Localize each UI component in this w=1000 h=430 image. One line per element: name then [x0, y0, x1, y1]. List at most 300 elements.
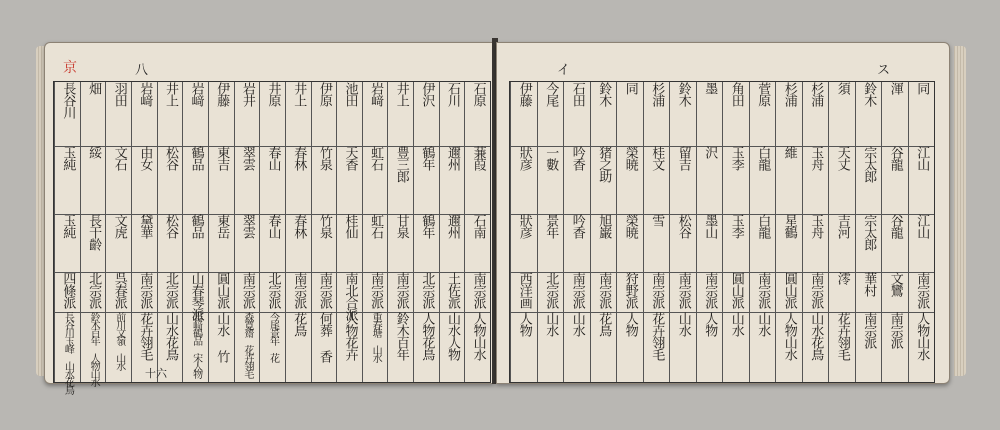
- entry-text: 人物山水: [781, 312, 797, 360]
- entry-text: 人物山水: [470, 312, 486, 360]
- entry-text: 山水 竹: [214, 312, 230, 362]
- entry-field-2: [511, 146, 537, 214]
- entry-field-2: [617, 146, 643, 214]
- entry-text: 杉浦: [781, 82, 797, 106]
- entry-field-3: [312, 214, 337, 272]
- entry-field-4: [591, 272, 617, 312]
- entry-field-2: [388, 146, 413, 214]
- register-entry: [669, 82, 696, 382]
- register-entry: [908, 82, 935, 382]
- entry-field-5: [776, 312, 802, 382]
- entry-text: 同: [622, 82, 638, 94]
- entry-text: 豊三郎: [393, 146, 409, 182]
- entry-text: 鶴年: [419, 146, 435, 170]
- entry-field-4: [183, 272, 208, 320]
- entry-field-1: [81, 82, 106, 146]
- entry-field-4: [644, 272, 670, 312]
- entry-text: 岩﨑鶴品 宋人物: [190, 312, 202, 377]
- entry-field-3: [617, 214, 643, 272]
- entry-field-2: [312, 146, 337, 214]
- entry-field-2: [132, 146, 157, 214]
- entry-text: 森寛齋 花卉翎毛: [241, 312, 253, 377]
- entry-field-1: [909, 82, 935, 146]
- entry-field-2: [564, 146, 590, 214]
- entry-text: 長谷川玉峰 山水花鳥: [62, 312, 74, 393]
- entry-text: 南宗派: [470, 272, 486, 308]
- entry-text: 旭巌: [596, 214, 612, 238]
- register-entry: [616, 82, 643, 382]
- entry-text: 南宗派: [675, 272, 691, 308]
- entry-field-4: [670, 272, 696, 312]
- entry-text: 榮暁: [622, 146, 638, 170]
- entry-text: 人物: [516, 312, 532, 336]
- entry-field-1: [511, 82, 537, 146]
- entry-field-2: [644, 146, 670, 214]
- entry-field-1: [856, 82, 882, 146]
- entry-text: 江山: [914, 146, 930, 170]
- register-entry: [157, 82, 183, 382]
- entry-text: 伊藤: [214, 82, 230, 106]
- entry-text: 虹石: [368, 146, 384, 170]
- entry-field-2: [538, 146, 564, 214]
- entry-text: 石原: [470, 82, 486, 106]
- entry-text: 蒹葭: [470, 146, 486, 170]
- entry-text: 今尾: [543, 82, 559, 106]
- entry-field-1: [158, 82, 183, 146]
- entry-text: 榮暁: [622, 214, 638, 238]
- entry-field-2: [776, 146, 802, 214]
- entry-text: 南宗派: [239, 272, 255, 308]
- entry-field-5: [388, 312, 413, 382]
- entry-field-1: [235, 82, 260, 146]
- entry-text: 重春塘 山水: [370, 312, 382, 361]
- entry-text: 花卉翎毛: [649, 312, 665, 360]
- entry-field-2: [829, 146, 855, 214]
- entry-text: 土佐派: [445, 272, 461, 308]
- entry-text: 虹石: [368, 214, 384, 238]
- entry-field-5: [644, 312, 670, 382]
- entry-field-5: [55, 312, 80, 393]
- entry-field-5: [260, 312, 285, 382]
- entry-field-3: [564, 214, 590, 272]
- entry-field-4: [465, 272, 490, 312]
- entry-text: 鶴年: [419, 214, 435, 238]
- entry-field-4: [909, 272, 935, 312]
- entry-text: 井上: [162, 82, 178, 106]
- entry-field-4: [260, 272, 285, 312]
- entry-field-3: [132, 214, 157, 272]
- entry-field-5: [440, 312, 465, 382]
- entry-field-3: [286, 214, 311, 272]
- entry-text: 山水: [755, 312, 771, 336]
- entry-field-3: [235, 214, 260, 272]
- entry-text: 春山: [265, 146, 281, 170]
- register-entry: [413, 82, 439, 382]
- register-entry: [387, 82, 413, 382]
- entry-text: 桂文: [649, 146, 665, 170]
- entry-field-5: [591, 312, 617, 382]
- entry-field-5: [564, 312, 590, 382]
- entry-field-5: [829, 312, 855, 382]
- right-page: [496, 42, 950, 384]
- entry-field-3: [776, 214, 802, 272]
- entry-field-1: [882, 82, 908, 146]
- entry-text: 菅原: [755, 82, 771, 106]
- entry-field-4: [209, 272, 234, 312]
- entry-field-3: [209, 214, 234, 272]
- entry-text: 岩﨑: [368, 82, 384, 106]
- entry-text: 南宗派: [861, 312, 877, 348]
- entry-field-1: [723, 82, 749, 146]
- entry-text: 南宗派: [649, 272, 665, 308]
- entry-field-2: [260, 146, 285, 214]
- entry-field-1: [414, 82, 439, 146]
- entry-text: 澪: [834, 272, 850, 284]
- entry-text: 鈴木: [861, 82, 877, 106]
- register-entry: [802, 82, 829, 382]
- register-entry: [696, 82, 723, 382]
- entry-field-5: [670, 312, 696, 382]
- entry-text: 狀彦: [516, 146, 532, 170]
- entry-field-4: [388, 272, 413, 312]
- entry-text: 南宗派: [393, 272, 409, 308]
- entry-text: 鈴木: [675, 82, 691, 106]
- entry-field-3: [591, 214, 617, 272]
- entry-text: 山水: [675, 312, 691, 336]
- entry-field-3: [81, 214, 106, 272]
- register-entry: [105, 82, 131, 382]
- entry-field-5: [538, 312, 564, 382]
- entry-text: 圓山派: [214, 272, 230, 308]
- entry-text: 圓山派: [728, 272, 744, 308]
- entry-text: 井上: [291, 82, 307, 106]
- entry-text: 長谷川: [60, 82, 76, 118]
- entry-field-4: [337, 272, 362, 320]
- entry-text: 北宗派: [86, 272, 102, 308]
- entry-text: 邇州: [445, 146, 461, 170]
- page-edges-right: [954, 46, 966, 376]
- entry-text: 井原: [265, 82, 281, 106]
- entry-field-5: [511, 312, 537, 382]
- entry-text: 山春琴派: [188, 272, 204, 320]
- register-entry: [881, 82, 908, 382]
- entry-text: 南宗派: [702, 272, 718, 308]
- entry-field-4: [235, 272, 260, 312]
- entry-text: 伊原: [316, 82, 332, 106]
- entry-field-4: [440, 272, 465, 312]
- entry-text: 北宗派: [265, 272, 281, 308]
- entry-field-3: [538, 214, 564, 272]
- register-entry: [80, 82, 106, 385]
- entry-field-1: [591, 82, 617, 146]
- entry-field-5: [856, 312, 882, 382]
- entry-field-2: [414, 146, 439, 214]
- entry-field-1: [55, 82, 80, 146]
- entry-field-5: [286, 312, 311, 382]
- entry-text: 山水花鳥: [162, 312, 178, 360]
- entry-text: 石南: [470, 214, 486, 238]
- entry-field-3: [55, 214, 80, 272]
- entry-field-2: [337, 146, 362, 214]
- entry-text: 池田: [342, 82, 358, 106]
- entry-text: 玉李: [728, 214, 744, 238]
- entry-text: 羽田: [111, 82, 127, 106]
- entry-field-1: [209, 82, 234, 146]
- entry-text: 花鳥: [291, 312, 307, 336]
- entry-text: 岩﨑: [188, 82, 204, 106]
- entry-text: 黛華: [137, 214, 153, 238]
- entry-text: 春山: [265, 214, 281, 238]
- entry-text: 今尾景年 花: [267, 312, 279, 361]
- entry-text: 山水: [569, 312, 585, 336]
- entry-field-4: [564, 272, 590, 312]
- entry-field-4: [803, 272, 829, 312]
- entry-field-3: [644, 214, 670, 272]
- register-entry: [336, 82, 362, 382]
- entry-text: 白龍: [755, 214, 771, 238]
- entry-text: 南宗派: [368, 272, 384, 308]
- entry-text: 畑: [86, 82, 102, 94]
- entry-field-3: [337, 214, 362, 272]
- entry-text: 人物: [622, 312, 638, 336]
- entry-field-1: [776, 82, 802, 146]
- entry-field-5: [465, 312, 490, 382]
- register-entry: [464, 82, 490, 382]
- entry-text: 邇州: [445, 214, 461, 238]
- entry-text: 天香: [342, 146, 358, 170]
- register-entry: [563, 82, 590, 382]
- entry-text: 角田: [728, 82, 744, 106]
- entry-field-5: [337, 312, 362, 382]
- entry-field-1: [388, 82, 413, 146]
- entry-field-4: [856, 272, 882, 312]
- entry-field-3: [670, 214, 696, 272]
- entry-text: 吟香: [569, 214, 585, 238]
- entry-field-5: [363, 312, 388, 382]
- entry-field-4: [776, 272, 802, 312]
- entry-field-1: [564, 82, 590, 146]
- entry-text: 北宗派: [162, 272, 178, 308]
- entry-text: 文虎: [111, 214, 127, 238]
- entry-text: 山水: [728, 312, 744, 336]
- entry-field-2: [803, 146, 829, 214]
- entry-field-1: [829, 82, 855, 146]
- entry-text: 南宗派: [291, 272, 307, 308]
- entry-field-4: [158, 272, 183, 312]
- entry-text: 文鸞: [887, 272, 903, 296]
- entry-field-4: [363, 272, 388, 312]
- entry-text: 圓山派: [781, 272, 797, 308]
- entry-field-3: [414, 214, 439, 272]
- entry-field-5: [235, 312, 260, 382]
- entry-text: 春林: [291, 146, 307, 170]
- entry-field-1: [538, 82, 564, 146]
- entry-text: 須: [834, 82, 850, 94]
- entry-field-3: [750, 214, 776, 272]
- entry-text: 伊沢: [419, 82, 435, 106]
- entry-field-2: [465, 146, 490, 214]
- entry-field-2: [697, 146, 723, 214]
- entry-field-1: [440, 82, 465, 146]
- entry-text: 人物花鳥: [419, 312, 435, 360]
- entry-text: 翠雲: [239, 146, 255, 170]
- entry-field-1: [312, 82, 337, 146]
- entry-field-2: [363, 146, 388, 214]
- left-page-number: 十六: [145, 367, 167, 380]
- entry-text: 南宗派: [316, 272, 332, 308]
- entry-text: 翠雲: [239, 214, 255, 238]
- entry-field-4: [882, 272, 908, 312]
- entry-text: 宗太郎: [861, 146, 877, 182]
- entry-text: 南宗派: [887, 312, 903, 348]
- entry-text: 北宗派: [543, 272, 559, 308]
- entry-field-5: [414, 312, 439, 382]
- entry-text: 石川: [445, 82, 461, 106]
- entry-text: 井上: [393, 82, 409, 106]
- entry-text: 伊藤: [516, 82, 532, 106]
- entry-text: 桂仙: [342, 214, 358, 238]
- register-entry: [311, 82, 337, 382]
- entry-field-5: [81, 312, 106, 385]
- entry-text: 前川文嶺 山水: [113, 312, 125, 369]
- entry-field-2: [55, 146, 80, 214]
- entry-text: 北宗派: [419, 272, 435, 308]
- register-entry: [590, 82, 617, 382]
- entry-field-4: [132, 272, 157, 312]
- entry-text: 杉浦: [808, 82, 824, 106]
- entry-text: 南宗派: [569, 272, 585, 308]
- entry-text: 竹泉: [316, 214, 332, 238]
- entry-field-3: [260, 214, 285, 272]
- register-entry: [749, 82, 776, 382]
- entry-field-3: [856, 214, 882, 272]
- register-entry: [54, 82, 80, 393]
- entry-text: 白龍: [755, 146, 771, 170]
- entry-field-4: [829, 272, 855, 312]
- entry-field-2: [440, 146, 465, 214]
- entry-text: 玉純: [60, 214, 76, 238]
- left-header-label: 八: [135, 63, 149, 78]
- entry-text: 華村: [861, 272, 877, 296]
- entry-field-1: [803, 82, 829, 146]
- right-header-label-a: イ: [557, 63, 571, 78]
- entry-field-4: [414, 272, 439, 312]
- red-stamp-mark: 京: [63, 60, 77, 76]
- entry-text: 谷龍: [887, 214, 903, 238]
- entry-text: 宗太郎: [861, 214, 877, 250]
- entry-field-1: [183, 82, 208, 146]
- entry-text: 文石: [111, 146, 127, 170]
- entry-text: 吟香: [569, 146, 585, 170]
- entry-text: 鈴木: [596, 82, 612, 106]
- entry-text: 天丈: [834, 146, 850, 170]
- entry-text: 花卉翎毛: [834, 312, 850, 360]
- register-entry: [643, 82, 670, 382]
- entry-field-1: [465, 82, 490, 146]
- entry-text: 南宗派: [808, 272, 824, 308]
- entry-field-1: [363, 82, 388, 146]
- entry-field-5: [909, 312, 935, 382]
- entry-text: 西洋画: [516, 272, 532, 308]
- entry-text: 玉舟: [808, 146, 824, 170]
- entry-field-3: [829, 214, 855, 272]
- entry-field-1: [644, 82, 670, 146]
- entry-text: 維: [781, 146, 797, 158]
- entry-text: 松谷: [162, 146, 178, 170]
- entry-field-4: [55, 272, 80, 312]
- entry-field-3: [388, 214, 413, 272]
- entry-text: 綏: [86, 146, 102, 158]
- entry-text: 同: [914, 82, 930, 94]
- entry-text: 景年: [543, 214, 559, 238]
- entry-field-3: [106, 214, 131, 272]
- entry-text: 東岳: [214, 214, 230, 238]
- entry-field-2: [106, 146, 131, 214]
- entry-text: 吉河: [834, 214, 850, 238]
- register-entry: [362, 82, 388, 382]
- entry-text: 山水人物: [445, 312, 461, 360]
- register-entry: [775, 82, 802, 382]
- register-entry: [510, 82, 537, 382]
- entry-field-2: [670, 146, 696, 214]
- entry-field-4: [697, 272, 723, 312]
- entry-text: 谷龍: [887, 146, 903, 170]
- entry-text: 玉純: [60, 146, 76, 170]
- entry-field-1: [670, 82, 696, 146]
- entry-field-4: [312, 272, 337, 312]
- entry-text: 墨山: [702, 214, 718, 238]
- entry-field-3: [440, 214, 465, 272]
- entry-text: 鶴品: [188, 214, 204, 238]
- entry-field-3: [723, 214, 749, 272]
- entry-text: 人物山水: [914, 312, 930, 360]
- entry-field-5: [697, 312, 723, 382]
- entry-text: 玉舟: [808, 214, 824, 238]
- entry-text: 呉春派: [111, 272, 127, 308]
- entry-field-1: [617, 82, 643, 146]
- register-entry: [722, 82, 749, 382]
- entry-text: 渾: [887, 82, 903, 94]
- entry-field-1: [750, 82, 776, 146]
- entry-field-5: [803, 312, 829, 382]
- entry-field-1: [106, 82, 131, 146]
- entry-text: 杉浦: [649, 82, 665, 106]
- entry-text: 南宗派: [755, 272, 771, 308]
- entry-text: 長干齡: [86, 214, 102, 250]
- register-entry: [131, 82, 157, 382]
- entry-text: 狩野派: [622, 272, 638, 308]
- register-entry: [537, 82, 564, 382]
- left-register-table: [53, 81, 491, 393]
- entry-text: 南宗派: [137, 272, 153, 308]
- entry-text: 江山: [914, 214, 930, 238]
- entry-text: 鈴木百年 人物山水: [88, 312, 100, 385]
- entry-text: 星鶴: [781, 214, 797, 238]
- register-entry: [285, 82, 311, 382]
- register-entry: [182, 82, 208, 382]
- entry-field-1: [337, 82, 362, 146]
- entry-text: 山水: [543, 312, 559, 336]
- entry-text: 岩﨑: [137, 82, 153, 106]
- register-entry: [828, 82, 855, 382]
- entry-text: 松谷: [162, 214, 178, 238]
- open-book: [44, 32, 956, 393]
- entry-text: 山水花鳥: [808, 312, 824, 360]
- entry-text: 花鳥: [596, 312, 612, 336]
- entry-text: 石田: [569, 82, 585, 106]
- entry-field-3: [363, 214, 388, 272]
- register-entry: [234, 82, 260, 382]
